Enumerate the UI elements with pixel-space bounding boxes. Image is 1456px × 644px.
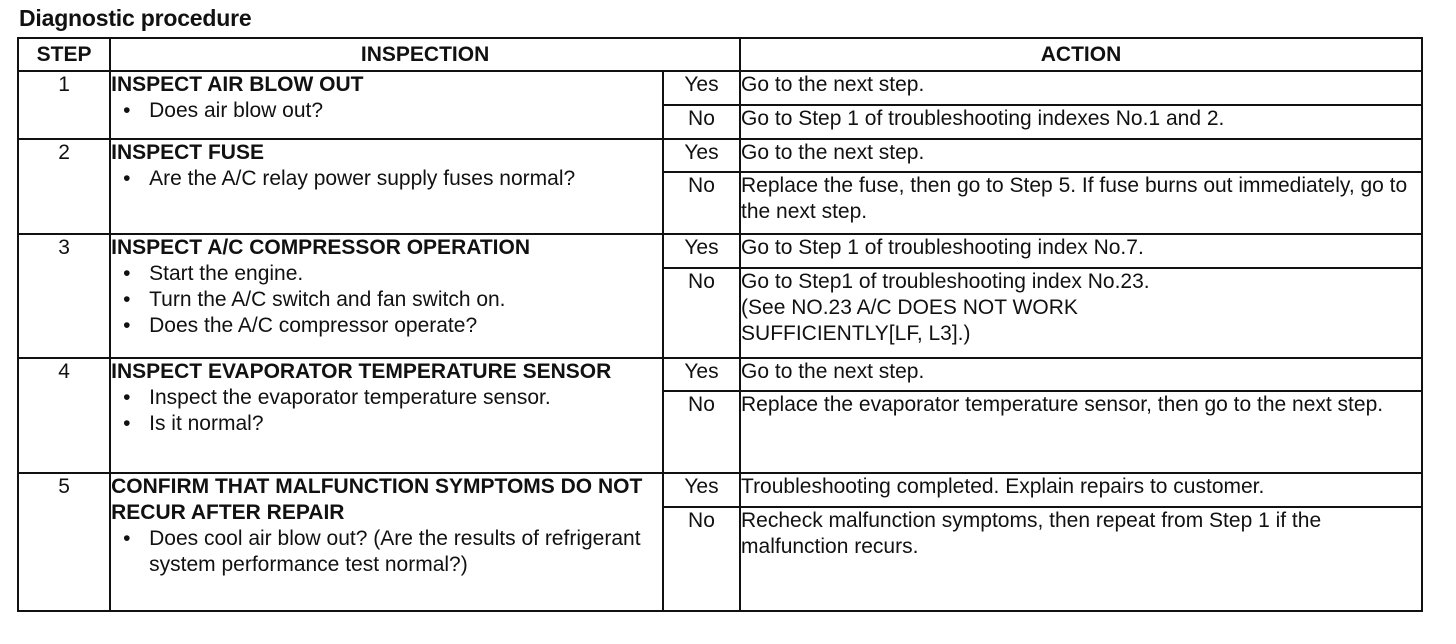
inspection-cell [110, 358, 663, 473]
yes-label: Yes [663, 234, 740, 268]
table-row [18, 139, 1422, 172]
table-row [18, 358, 1422, 391]
yes-action: Go to the next step. [740, 139, 1422, 172]
yes-label: Yes [663, 139, 740, 172]
diagnostic-procedure-table [17, 37, 1423, 612]
inspection-cell [110, 473, 663, 611]
bullet-item: • Is it normal? [111, 411, 662, 437]
inspection-bullets [111, 98, 662, 124]
header-step: STEP [18, 38, 110, 71]
inspection-heading: INSPECT A/C COMPRESSOR OPERATION [111, 236, 530, 259]
inspection-cell [110, 139, 663, 234]
bullet-item: • Turn the A/C switch and fan switch on. [111, 287, 662, 313]
inspection-bullets [111, 261, 662, 339]
no-label: No [663, 105, 740, 139]
bullet-item: • Start the engine. [111, 261, 662, 287]
step-number: 3 [18, 234, 110, 358]
inspection-cell [110, 234, 663, 358]
no-label: No [663, 172, 740, 234]
no-action-line: SUFFICIENTLY[LF, L3].) [741, 322, 971, 345]
inspection-heading: CONFIRM THAT MALFUNCTION SYMPTOMS DO NOT RECUR AFTER REPAIR [111, 475, 643, 524]
step-number: 1 [18, 71, 110, 139]
no-label: No [663, 507, 740, 611]
step-number: 4 [18, 358, 110, 473]
no-action-line: Go to Step1 of troubleshooting index No.23. [741, 270, 1150, 293]
no-action: Recheck malfunction symptoms, then repeat from Step 1 if the malfunction recurs. [740, 507, 1422, 611]
yes-label: Yes [663, 71, 740, 105]
yes-action: Go to the next step. [740, 358, 1422, 391]
no-action: Go to Step 1 of troubleshooting indexes No.1 and 2. [740, 105, 1422, 139]
no-label: No [663, 391, 740, 473]
bullet-item: • Does the A/C compressor operate? [111, 313, 662, 339]
step-number: 5 [18, 473, 110, 611]
yes-action: Troubleshooting completed. Explain repairs to customer. [740, 473, 1422, 507]
yes-action: Go to Step 1 of troubleshooting index No.7. [740, 234, 1422, 268]
yes-label: Yes [663, 358, 740, 391]
table-row [18, 71, 1422, 105]
step-number: 2 [18, 139, 110, 234]
no-action: Replace the fuse, then go to Step 5. If fuse burns out immediately, go to the next step. [740, 172, 1422, 234]
inspection-heading: INSPECT EVAPORATOR TEMPERATURE SENSOR [111, 360, 612, 383]
inspection-heading: INSPECT FUSE [111, 141, 264, 164]
yes-action: Go to the next step. [740, 71, 1422, 105]
inspection-bullets [111, 166, 662, 192]
inspection-bullets [111, 385, 662, 437]
bullet-item: • Does cool air blow out? (Are the results of refrigerant system performance test normal?) [111, 526, 662, 578]
no-label: No [663, 268, 740, 358]
table-row [18, 234, 1422, 268]
table-row [18, 473, 1422, 507]
no-action [740, 268, 1422, 358]
header-inspection: INSPECTION [110, 38, 740, 71]
table-header-row [18, 38, 1422, 71]
yes-label: Yes [663, 473, 740, 507]
inspection-bullets [111, 526, 662, 578]
page-title: Diagnostic procedure [19, 5, 252, 31]
inspection-cell [110, 71, 663, 139]
bullet-item: • Does air blow out? [111, 98, 662, 124]
header-action: ACTION [740, 38, 1422, 71]
bullet-item: • Inspect the evaporator temperature sensor. [111, 385, 662, 411]
no-action: Replace the evaporator temperature sensor, then go to the next step. [740, 391, 1422, 473]
bullet-item: • Are the A/C relay power supply fuses normal? [111, 166, 662, 192]
no-action-line: (See NO.23 A/C DOES NOT WORK [741, 296, 1078, 319]
inspection-heading: INSPECT AIR BLOW OUT [111, 73, 364, 96]
